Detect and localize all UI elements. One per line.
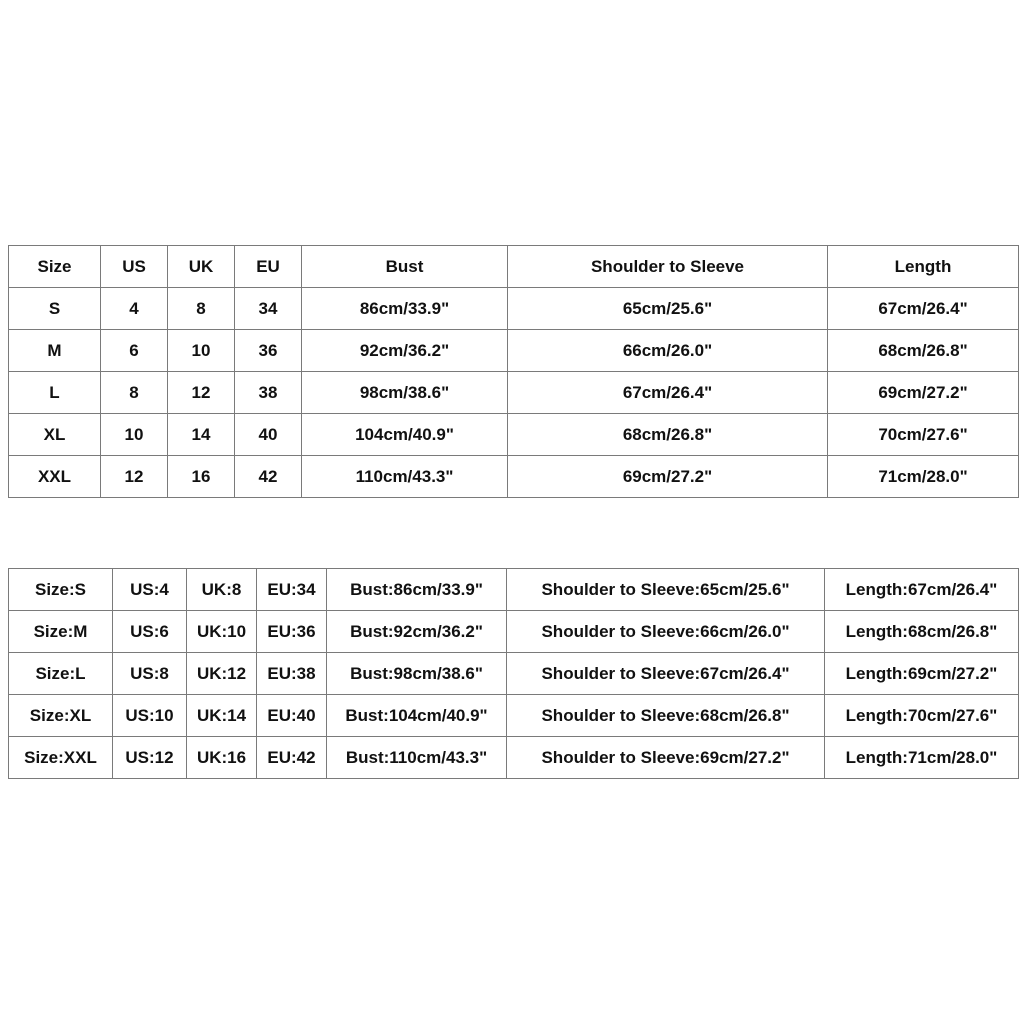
header-cell: US	[101, 246, 168, 288]
table-row	[9, 653, 1019, 695]
table-cell: Length:71cm/28.0"	[825, 737, 1019, 779]
table-cell: 6	[101, 330, 168, 372]
table-cell: 67cm/26.4"	[508, 372, 828, 414]
header-cell: Shoulder to Sleeve	[508, 246, 828, 288]
table-cell: 70cm/27.6"	[828, 414, 1019, 456]
table-cell: 92cm/36.2"	[302, 330, 508, 372]
table-cell: US:10	[113, 695, 187, 737]
table-cell: EU:34	[257, 569, 327, 611]
table-cell: 86cm/33.9"	[302, 288, 508, 330]
table-cell: Bust:92cm/36.2"	[327, 611, 507, 653]
header-cell: Length	[828, 246, 1019, 288]
table-cell: EU:40	[257, 695, 327, 737]
table-cell: 69cm/27.2"	[508, 456, 828, 498]
table-cell: 104cm/40.9"	[302, 414, 508, 456]
table-row	[9, 372, 1019, 414]
table-cell: Shoulder to Sleeve:69cm/27.2"	[507, 737, 825, 779]
table-cell: Size:S	[9, 569, 113, 611]
table-row	[9, 737, 1019, 779]
header-cell: Size	[9, 246, 101, 288]
table-cell: 4	[101, 288, 168, 330]
size-chart-table	[8, 245, 1019, 498]
table-cell: UK:10	[187, 611, 257, 653]
table-cell: US:12	[113, 737, 187, 779]
table-cell: 42	[235, 456, 302, 498]
table-cell: XL	[9, 414, 101, 456]
table-cell: Length:68cm/26.8"	[825, 611, 1019, 653]
table-row	[9, 695, 1019, 737]
table-cell: XXL	[9, 456, 101, 498]
table-cell: Shoulder to Sleeve:65cm/25.6"	[507, 569, 825, 611]
table-cell: US:8	[113, 653, 187, 695]
table-cell: Shoulder to Sleeve:67cm/26.4"	[507, 653, 825, 695]
table-cell: 65cm/25.6"	[508, 288, 828, 330]
table-cell: Bust:104cm/40.9"	[327, 695, 507, 737]
table-cell: 12	[101, 456, 168, 498]
table-cell: UK:14	[187, 695, 257, 737]
table-row	[9, 414, 1019, 456]
table-cell: 10	[101, 414, 168, 456]
table-cell: 71cm/28.0"	[828, 456, 1019, 498]
table-cell: 10	[168, 330, 235, 372]
table-cell: UK:16	[187, 737, 257, 779]
table-cell: 8	[101, 372, 168, 414]
table-row	[9, 456, 1019, 498]
table-cell: M	[9, 330, 101, 372]
table-cell: US:6	[113, 611, 187, 653]
table-cell: Size:XXL	[9, 737, 113, 779]
table-cell: 8	[168, 288, 235, 330]
table-cell: EU:36	[257, 611, 327, 653]
table-cell: 16	[168, 456, 235, 498]
header-cell: EU	[235, 246, 302, 288]
table-cell: 69cm/27.2"	[828, 372, 1019, 414]
table-cell: 38	[235, 372, 302, 414]
table-cell: UK:8	[187, 569, 257, 611]
table-header-row	[9, 246, 1019, 288]
table-cell: Length:70cm/27.6"	[825, 695, 1019, 737]
table-cell: Length:69cm/27.2"	[825, 653, 1019, 695]
table-cell: Bust:110cm/43.3"	[327, 737, 507, 779]
table-cell: 68cm/26.8"	[508, 414, 828, 456]
table-cell: Shoulder to Sleeve:68cm/26.8"	[507, 695, 825, 737]
table-cell: S	[9, 288, 101, 330]
table-row	[9, 569, 1019, 611]
table-cell: Length:67cm/26.4"	[825, 569, 1019, 611]
table-cell: 98cm/38.6"	[302, 372, 508, 414]
table-cell: L	[9, 372, 101, 414]
header-cell: Bust	[302, 246, 508, 288]
table-cell: EU:38	[257, 653, 327, 695]
table-cell: 14	[168, 414, 235, 456]
table-cell: 40	[235, 414, 302, 456]
table-cell: Size:XL	[9, 695, 113, 737]
table-row	[9, 611, 1019, 653]
header-cell: UK	[168, 246, 235, 288]
table-cell: 110cm/43.3"	[302, 456, 508, 498]
table-cell: 67cm/26.4"	[828, 288, 1019, 330]
table-cell: Size:L	[9, 653, 113, 695]
table-cell: 34	[235, 288, 302, 330]
table-cell: 36	[235, 330, 302, 372]
table-cell: US:4	[113, 569, 187, 611]
table-cell: Shoulder to Sleeve:66cm/26.0"	[507, 611, 825, 653]
table-cell: UK:12	[187, 653, 257, 695]
table-cell: EU:42	[257, 737, 327, 779]
table-cell: 68cm/26.8"	[828, 330, 1019, 372]
table-cell: 12	[168, 372, 235, 414]
table-cell: 66cm/26.0"	[508, 330, 828, 372]
table-cell: Bust:86cm/33.9"	[327, 569, 507, 611]
table-cell: Size:M	[9, 611, 113, 653]
table-cell: Bust:98cm/38.6"	[327, 653, 507, 695]
table-row	[9, 288, 1019, 330]
table-row	[9, 330, 1019, 372]
size-chart-labeled-table	[8, 568, 1019, 779]
